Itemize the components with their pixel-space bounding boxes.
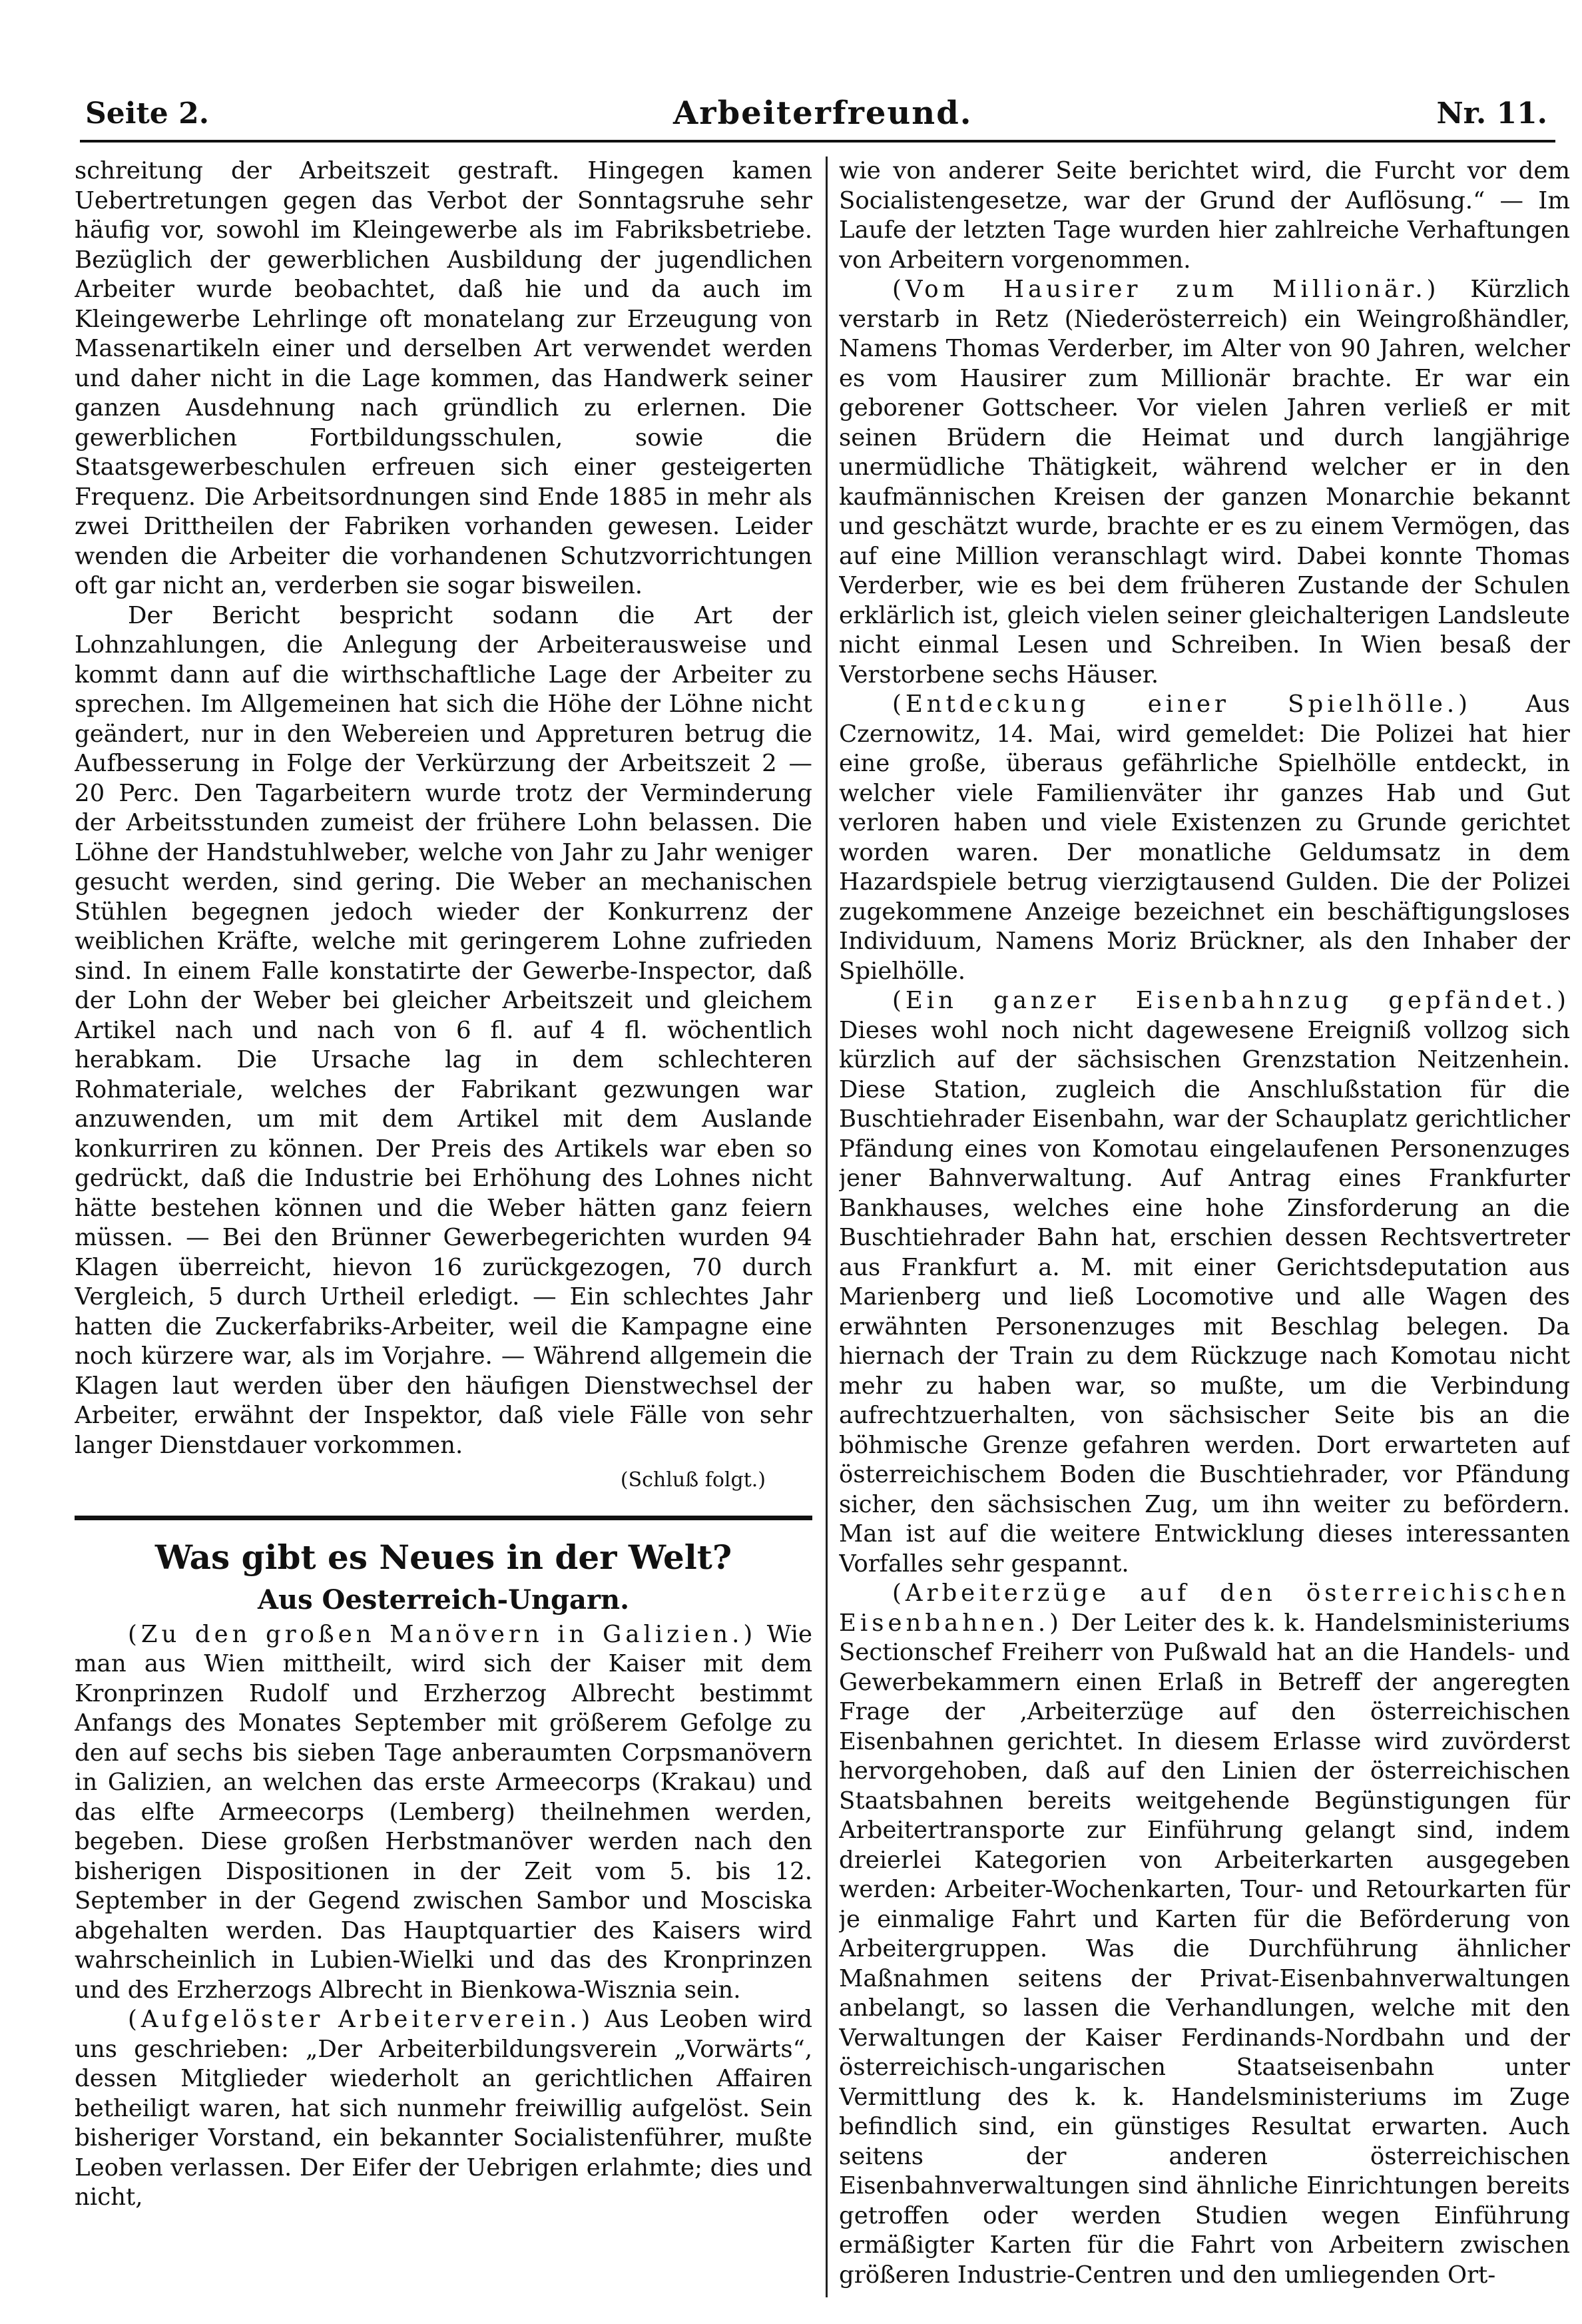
article-heading: (Entdeckung einer Spielhölle.) [892,691,1472,718]
section-divider [75,1516,812,1520]
page-label: Seite 2. [85,96,210,131]
article-heading: (Arbeiterzüge auf den österreichischen Eisenbahnen.) [839,1580,1570,1637]
section-title: Was gibt es Neues in der Welt? [154,1537,732,1577]
article-gambling-den [839,690,1570,986]
article-body: Der Leiter des k. k. Handelsministeriums Sectionschef Freiherr von Pußwald hat an die Handels- und Gewerbekammern einen Erlaß in Betreff der angeregten Frage der ‚Arbeiterzüge auf den österreichischen Eisenbahnen gerichtet. In diesem Erlasse wird zuvörderst hervorgehoben, daß auf den Linien der österreichischen Staatsbahnen bereits weitgehende Begünstigungen für Arbeitertransporte zur Einführung gelangt sind, indem dreierlei Kategorien von Arbeiterkarten ausgegeben werden: Arbeiter-Wochenkarten, Tour- und Retourkarten für je einmalige Fahrt und Karten für die Beförderung von Arbeitergruppen. Was die Durchführung ähnlicher Maßnahmen seitens der Privat-Eisenbahnverwaltungen anbelangt, so lassen die Verhandlungen, welche mit den Verwaltungen der Kaiser Ferdinands-Nordbahn und der österreichisch-ungarischen Staatseisenbahn unter Vermittlung des k. k. Handelsministeriums im Zuge befindlich sind, ein günstiges Resultat erwarten. Auch seitens der anderen österreichischen Eisenbahnverwaltungen sind ähnliche Einrichtungen bereits getroffen oder werden Studien wegen Einführung ermäßigter Karten für die Fahrt von Arbeitern zwischen größeren Industrie-Centren und den umliegenden Ort- [839,1609,1570,2289]
issue-number: Nr. 11. [1436,96,1547,131]
article-body: Kürzlich verstarb in Retz (Niederösterreich) ein Weingroßhändler, Namens Thomas Verderber, im Alter von 90 Jahren, welcher es vom Hausirer zum Millionär brachte. Er war ein geborener Gottscheer. Vor vielen Jahren verließ er mit seinen Brüdern die Heimat und durch langjährige unermüdliche Thätigkeit, während welcher er in den kaufmännischen Kreisen der ganzen Monarchie bekannt und geschätzt wurde, brachte er es zu einem Vermögen, das auf eine Million veranschlagt wird. Dabei konnte Thomas Verderber, wie es bei dem früheren Zustande der Schulen erklärlich ist, gleich vielen seiner gleichalterigen Landsleute nicht einmal Lesen und Schreiben. In Wien besaß der Verstorbene sechs Häuser. [839,276,1570,689]
column-divider [826,156,828,2297]
left-column [75,156,812,2304]
article-body: Aus Czernowitz, 14. Mai, wird gemeldet: Die Polizei hat hier eine große, überaus gefährliche Spielhölle entdeckt, in welcher viele Familienväter ihr ganzes Hab und Gut verloren haben und viele Existenzen zu Grunde gerichtet worden waren. Der monatliche Geldumsatz in dem Hazardspiele betrug vierzigtausend Gulden. Die der Polizei zugekommene Anzeige bezeichnet ein beschäftigungsloses Individuum, Namens Moriz Brückner, als den Inhaber der Spielhölle. [839,691,1570,985]
conclusion-note: (Schluß folgt.) [620,1468,766,1492]
paragraph-workhours: schreitung der Arbeitszeit gestraft. Hingegen kamen Uebertretungen gegen das Verbot der Sonntagsruhe sehr häufig vor, sowohl im Kleingewerbe als im Fabriksbetriebe. Bezüglich der gewerblichen Ausbildung der jugendlichen Arbeiter wurde beobachtet, daß hie und da auch im Kleingewerbe Lehrlinge oft monatelang zur Erzeugung von Massenartikeln einer und derselben Art verwendet werden und daher nicht in die Lage kommen, das Handwerk seiner ganzen Ausdehnung nach gründlich zu erlernen. Die gewerblichen Fortbildungsschulen, sowie die Staatsgewerbeschulen erfreuen sich einer gesteigerten Frequenz. Die Arbeitsordnungen sind Ende 1885 in mehr als zwei Drittheilen der Fabriken vorhanden gewesen. Leider wenden die Arbeiter die vorhandenen Schutzvorrichtungen oft gar nicht an, verderben sie sogar bisweilen. [75,157,812,599]
article-continuation: wie von anderer Seite berichtet wird, die Furcht vor dem Socialistengesetze, war der Grund der Auflösung.“ — Im Laufe der letzten Tage wurden hier zahlreiche Verhaftungen von Arbeitern vorgenommen. [839,157,1570,274]
article-heading: (Vom Hausirer zum Millionär.) [892,276,1440,303]
article-body: Dieses wohl noch nicht dagewesene Ereigniß vollzog sich kürzlich auf der sächsischen Grenzstation Neitzenhein. Diese Station, zugleich die Anschlußstation für die Buschtiehrader Eisenbahn, war der Schauplatz gerichtlicher Pfändung eines von Komotau eingelaufenen Personenzuges jener Bahnverwaltung. Auf Antrag eines Frankfurter Bankhauses, welches eine hohe Zinsforderung an die Buschtiehrader Bahn hat, erschien dessen Rechtsvertreter aus Frankfurt a. M. mit einer Gerichtsdeputation aus Marienberg und ließ Locomotive und alle Wagen des erwähnten Personenzuges mit Beschlag belegen. Da hiernach der Train zu dem Rückzuge nach Komotau nicht mehr zu haben war, so mußte, um die Verbindung aufrechtzuerhalten, von sächsischer Seite bis an die böhmische Grenze gefahren werden. Dort erwarteten auf österreichischem Boden die Buschtiehrader, vor Pfändung sicher, den sächsischen Zug, um ihn weiter zu befördern. Man ist auf die weitere Entwicklung dieses interessanten Vorfalles sehr gespannt. [839,1016,1570,1578]
article-manoeuvres [75,1620,812,2006]
paragraph-wages: Der Bericht bespricht sodann die Art der Lohnzahlungen, die Anlegung der Arbeiterausweise und kommt dann auf die wirthschaftliche Lage der Arbeiter zu sprechen. Im Allgemeinen hat sich die Höhe der Löhne nicht geändert, nur in den Webereien und Appreturen betrug die Aufbesserung in Folge der Verkürzung der Arbeitszeit 2 — 20 Perc. Den Tagarbeitern wurde trotz der Verminderung der Arbeitsstunden zumeist der frühere Lohn belassen. Die Löhne der Handstuhlweber, welche von Jahr zu Jahr weniger gesucht werden, sind gering. Die Weber an mechanischen Stühlen begegnen jedoch wieder der Konkurrenz der weiblichen Kräfte, welche mit geringerem Lohne zufrieden sind. In einem Falle konstatirte der Gewerbe-Inspector, daß der Lohn der Weber bei gleicher Arbeitszeit und gleichem Artikel nach und nach von 6 fl. auf 4 fl. wöchentlich herabkam. Die Ursache lag in dem schlechteren Rohmateriale, welches der Fabrikant gezwungen war anzuwenden, um mit dem Artikel mit dem Auslande konkurriren zu können. Der Preis des Artikels war eben so gedrückt, daß die Industrie bei Erhöhung des Lohnes nicht hätte bestehen können und die Weber hätten ganz feiern müssen. — Bei den Brünner Gewerbegerichten wurden 94 Klagen überreicht, hievon 16 zurückgezogen, 70 durch Vergleich, 5 durch Urtheil erledigt. — Ein schlechtes Jahr hatten die Zuckerfabriks-Arbeiter, weil die Kampagne eine noch kürzere war, als im Vorjahre. — Während allgemein die Klagen laut werden über den häufigen Dienstwechsel der Arbeiter, erwähnt der Inspektor, daß viele Fälle von sehr langer Dienstdauer vorkommen. [75,601,812,1459]
right-column [839,156,1570,2304]
article-worker-trains [839,1579,1570,2290]
article-workers-union [75,2005,812,2213]
article-heading: (Zu den großen Manövern in Galizien.) [128,1620,757,1648]
article-heading: (Aufgelöster Arbeiterverein.) [128,2006,595,2033]
article-body: Aus Leoben wird uns geschrieben: „Der Arbeiterbildungsverein „Vorwärts“, dessen Mitglieder wiederholt an gerichtlichen Affairen betheiligt waren, hat sich nunmehr freiwillig aufgelöst. Sein bisheriger Vorstand, ein bekannter Socialistenführer, mußte Leoben verlassen. Der Eifer der Uebrigen erlahmte; dies und nicht, [75,2006,812,2211]
header-rule [80,140,1555,143]
article-heading: (Ein ganzer Eisenbahnzug gepfändet.) [892,987,1570,1014]
running-head [85,90,1547,137]
newspaper-title: Arbeiterfreund. [673,95,973,132]
article-seized-train [839,986,1570,1579]
article-body: Wie man aus Wien mittheilt, wird sich der Kaiser mit dem Kronprinzen Rudolf und Erzherzog Albrecht bestimmt Anfangs des Monates September mit größerem Gefolge zu den auf sechs bis sieben Tage anberaumten Corpsmanövern in Galizien, an welchen das erste Armeecorps (Krakau) und das elfte Armeecorps (Lemberg) theilnehmen werden, begeben. Diese großen Herbstmanöver werden nach den bisherigen Dispositionen in der Zeit vom 5. bis 12. September in der Gegend zwischen Sambor und Mosciska abgehalten werden. Das Hauptquartier des Kaisers wird wahrscheinlich in Lubien-Wielki und das des Kronprinzen und des Erzherzogs Albrecht in Bienkowa-Wisznia sein. [75,1620,812,2004]
subsection-title: Aus Oesterreich-Ungarn. [257,1584,630,1615]
article-millionaire [839,275,1570,690]
